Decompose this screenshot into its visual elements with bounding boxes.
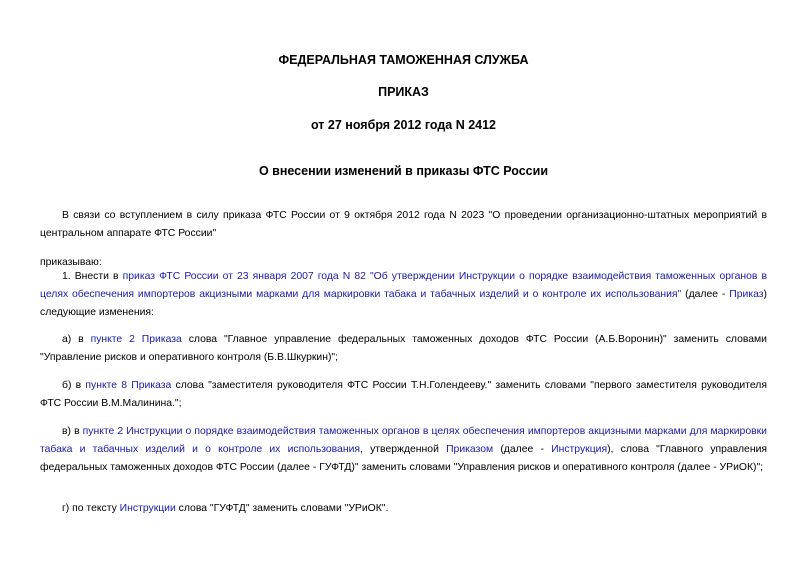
item-v-prefix: в) в: [62, 426, 83, 437]
item-v-mid-2: (далее -: [493, 444, 552, 455]
prikaz-link[interactable]: Приказ: [729, 289, 764, 300]
order-82-link[interactable]: приказ ФТС России от 23 января 2007 года N 82: [122, 271, 366, 282]
item-1-mid: (далее -: [681, 289, 730, 300]
item-1-suffix: ) следующие изменения:: [40, 289, 767, 318]
item-v-instrukciya-link[interactable]: Инструкция: [551, 444, 608, 455]
item-a-link[interactable]: пункте 2 Приказа: [90, 334, 182, 345]
item-g-text: слова "ГУФТД" заменить словами "УРиОК".: [175, 503, 389, 514]
document-title: О внесении изменений в приказы ФТС России: [258, 164, 549, 178]
item-a-prefix: а) в: [62, 334, 91, 345]
item-v-text: ), слова "Главного управления федеральных таможенных доходов ФТС России (далее - ГУФТД)" заменить словами "Управления рисков и оперативного контроля (далее - УРиОК)";: [40, 444, 768, 473]
item-b-paragraph: [40, 377, 767, 413]
intro-paragraph: В связи со вступлением в силу приказа ФТС России от 9 октября 2012 года N 2023 "О проведении организационно-штатных мероприятий в центральном аппарате ФТС России": [40, 210, 767, 239]
document-date-number: от 27 ноября 2012 года N 2412: [310, 118, 497, 132]
document-type: ПРИКАЗ: [378, 85, 429, 99]
item-a-paragraph: [40, 331, 767, 367]
item-1-prefix: 1. Внести в: [62, 271, 123, 282]
item-v-paragraph: [40, 423, 767, 477]
item-g-link[interactable]: Инструкции: [119, 503, 176, 514]
item-v-prikaz-link[interactable]: Приказом: [446, 444, 494, 455]
item-b-link[interactable]: пункте 8 Приказа: [85, 380, 172, 391]
item-g-prefix: г) по тексту: [62, 503, 120, 514]
item-a-text: слова "Главное управление федеральных таможенных доходов ФТС России (А.Б.Воронин)" заменить словами "Управление рисков и оперативного контроля (Б.В.Шкуркин)";: [40, 334, 767, 363]
item-1-paragraph: [40, 268, 767, 322]
item-v-instruction-link[interactable]: пункте 2 Инструкции о порядке взаимодействия таможенных органов в целях обеспечения импортеров акцизными марками для маркировки табака и табачных изделий и о контроле их использования: [40, 426, 767, 455]
item-b-text: слова "заместителя руководителя ФТС России Т.Н.Голендееву." заменить словами "первого заместителя руководителя ФТС России В.М.Малинина.";: [40, 380, 767, 409]
item-v-mid-1: , утвержденной: [360, 444, 447, 455]
instruction-title-link[interactable]: "Об утверждении Инструкции о порядке взаимодействия таможенных органов в целях обеспечения импортеров акцизными марками для маркировки табака и табачных изделий и о контроле их использования": [40, 271, 767, 300]
item-g-paragraph: [40, 500, 767, 518]
order-word: приказываю:: [40, 257, 102, 268]
item-b-prefix: б) в: [62, 380, 86, 391]
agency-name: ФЕДЕРАЛЬНАЯ ТАМОЖЕННАЯ СЛУЖБА: [278, 53, 529, 67]
